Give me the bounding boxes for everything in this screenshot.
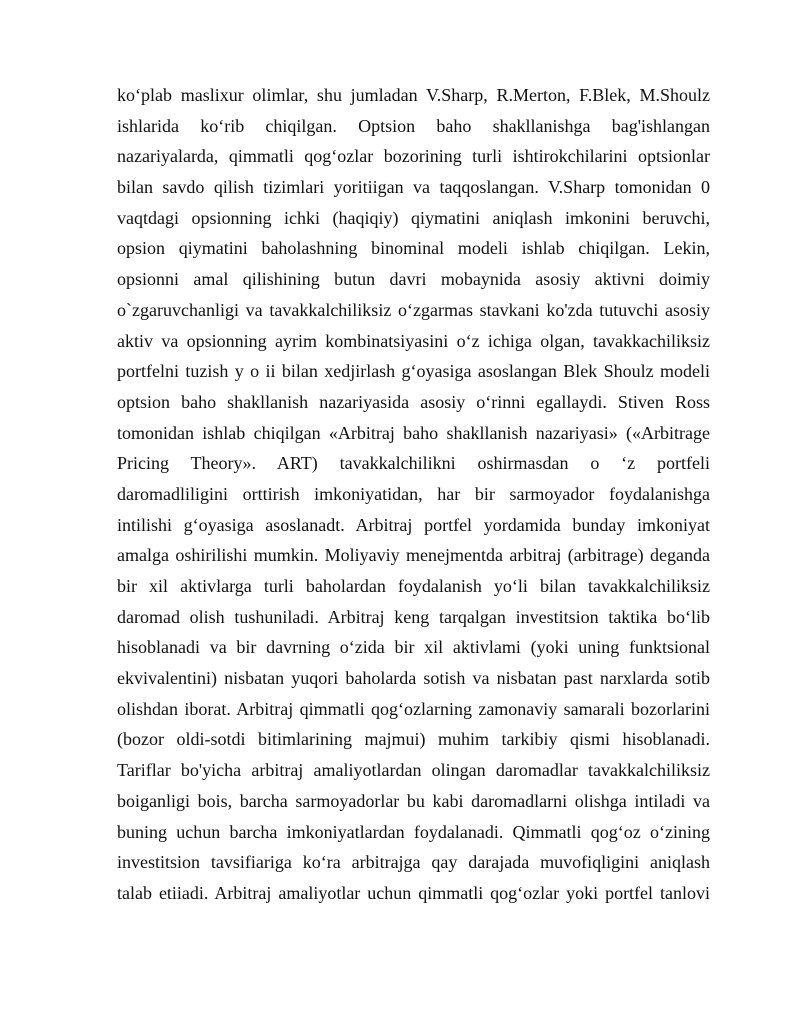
text-line: Tariflar bo'yicha arbitraj amaliyotlardan olingan daromadlar tavakkalchiliksiz [117, 760, 710, 781]
text-line: opsionni amal qilishining butun davri mobaynida asosiy aktivni doimiy [117, 269, 710, 290]
text-line: amalga oshirilishi mumkin. Moliyaviy menejmentda arbitraj (arbitrage) deganda [117, 545, 710, 566]
text-line: o`zgaruvchanligi va tavakkalchiliksiz o‘zgarmas stavkani ko'zda tutuvchi asosiy [117, 299, 710, 320]
text-line: boiganligi bois, barcha sarmoyadorlar bu kabi daromadlarni olishga intiladi va [117, 790, 710, 811]
text-line: hisoblanadi va bir davrning o‘zida bir xil aktivlami (yoki uning funktsional [117, 637, 710, 658]
text-line: daromad olish tushuniladi. Arbitraj keng tarqalgan investitsion taktika bo‘lib [117, 606, 710, 627]
text-line: ishlarida ko‘rib chiqilgan. Optsion baho shakllanishga bag'ishlangan [117, 115, 710, 136]
text-line: talab etiiadi. Arbitraj amaliyotlar uchun qimmatli qog‘ozlar yoki portfel tanlovi [117, 882, 710, 903]
text-line: (bozor oldi-sotdi bitimlarining majmui) muhim tarkibiy qismi hisoblanadi. [117, 729, 710, 750]
text-line: aktiv va opsionning ayrim kombinatsiyasini o‘z ichiga olgan, tavakkachiliksiz [117, 330, 710, 351]
text-line: nazariyalarda, qimmatli qog‘ozlar bozorining turli ishtirokchilarini optsionlar [117, 146, 710, 167]
text-line: vaqtdagi opsionning ichki (haqiqiy) qiymatini aniqlash imkonini beruvchi, [117, 207, 710, 228]
text-line: bir xil aktivlarga turli baholardan foydalanish yo‘li bilan tavakkalchiliksiz [117, 576, 710, 596]
text-line: bilan savdo qilish tizimlari yoritiigan va taqqoslangan. V.Sharp tomonidan 0 [117, 177, 710, 198]
body-text [117, 80, 710, 909]
text-line: Pricing Theory». ART) tavakkalchilikni oshirmasdan o ‘z portfeli [117, 453, 710, 474]
text-line: ekvivalentini) nisbatan yuqori baholarda sotish va nisbatan past narxlarda sotib [117, 668, 710, 689]
text-line: investitsion tavsifiariga ko‘ra arbitrajga qay darajada muvofiqligini aniqlash [117, 852, 710, 873]
text-line: olishdan iborat. Arbitraj qimmatli qog‘ozlarning zamonaviy samarali bozorlarini [117, 698, 710, 719]
text-line: daromadliligini orttirish imkoniyatidan, har bir sarmoyador foydalanishga [117, 483, 710, 504]
text-line: ko‘plab maslixur olimlar, shu jumladan V.Sharp, R.Merton, F.Blek, M.Shoulz [117, 85, 710, 105]
text-line: portfelni tuzish y o ii bilan xedjirlash g‘oyasiga asoslangan Blek Shoulz modeli [117, 361, 710, 382]
text-line: optsion baho shakllanish nazariyasida asosiy o‘rinni egallaydi. Stiven Ross [117, 391, 710, 412]
text-line: opsion qiymatini baholashning binominal modeli ishlab chiqilgan. Lekin, [117, 238, 710, 259]
text-line: intilishi g‘oyasiga asoslanadt. Arbitraj portfel yordamida bunday imkoniyat [117, 514, 710, 535]
text-line: buning uchun barcha imkoniyatlardan foydalanadi. Qimmatli qog‘oz o‘zining [117, 821, 710, 842]
text-line: tomonidan ishlab chiqilgan «Arbitraj baho shakllanish nazariyasi» («Arbitrage [117, 422, 710, 443]
